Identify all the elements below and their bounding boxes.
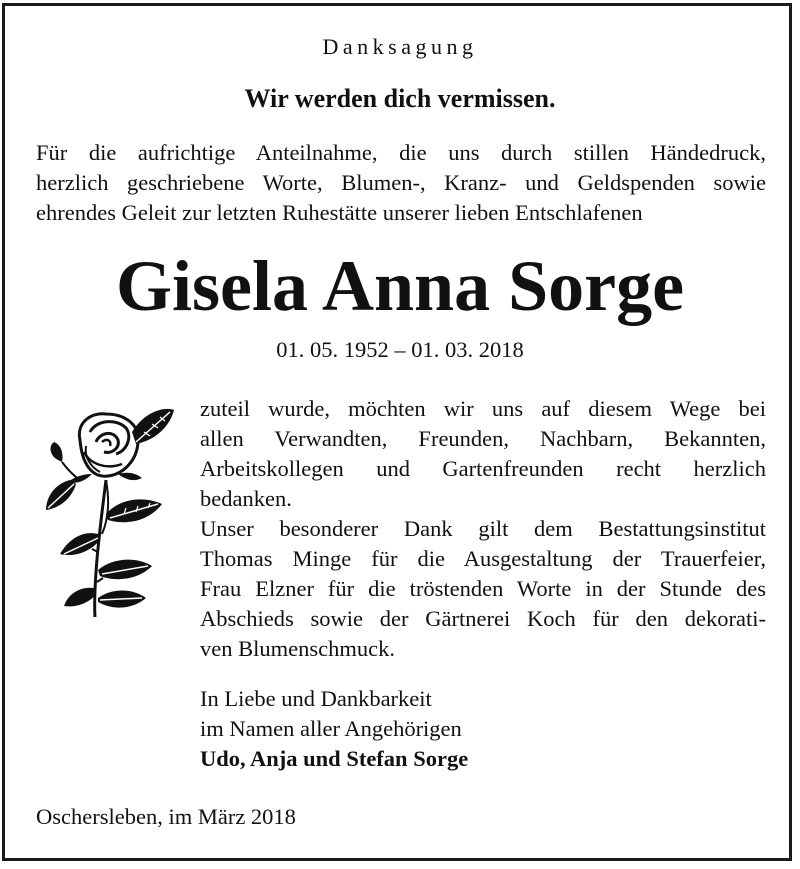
body-line: Abschieds sowie der Gärtnerei Koch für den dekorati-	[200, 606, 766, 631]
notice-subheading: Wir werden dich vermissen.	[244, 84, 556, 113]
body-line: Unser besonderer Dank gilt dem Bestattungsinstitut	[200, 516, 766, 541]
thanks-paragraph	[200, 394, 766, 664]
body-line: Frau Elzner für die tröstenden Worte in der Stunde des	[200, 576, 766, 601]
life-dates: 01. 05. 1952 – 01. 03. 2018	[276, 337, 524, 362]
rose-icon	[40, 402, 180, 622]
notice-heading: Danksagung	[322, 34, 478, 59]
closing-line: im Namen aller Angehörigen	[200, 716, 462, 741]
intro-line: herzlich geschriebene Worte, Blumen-, Kranz- und Geldspenden sowie	[36, 170, 766, 195]
body-line: Thomas Minge für die Ausgestaltung der Trauerfeier,	[200, 546, 766, 571]
place-date: Oschersleben, im März 2018	[36, 804, 296, 829]
deceased-name: Gisela Anna Sorge	[115, 246, 685, 326]
intro-line: Für die aufrichtige Anteilnahme, die uns durch stillen Händedruck,	[36, 140, 766, 165]
closing-line: In Liebe und Dankbarkeit	[200, 686, 432, 711]
signers: Udo, Anja und Stefan Sorge	[200, 746, 469, 771]
intro-paragraph	[36, 138, 766, 228]
body-line: zuteil wurde, möchten wir uns auf diesem Wege bei	[200, 396, 766, 421]
body-line: ven Blumenschmuck.	[200, 636, 395, 661]
body-line: bedanken.	[200, 486, 292, 511]
body-line: allen Verwandten, Freunden, Nachbarn, Bekannten,	[200, 426, 766, 451]
intro-line: ehrendes Geleit zur letzten Ruhestätte unserer lieben Entschlafenen	[36, 200, 643, 225]
closing-block	[200, 684, 760, 774]
body-line: Arbeitskollegen und Gartenfreunden recht herzlich	[200, 456, 766, 481]
